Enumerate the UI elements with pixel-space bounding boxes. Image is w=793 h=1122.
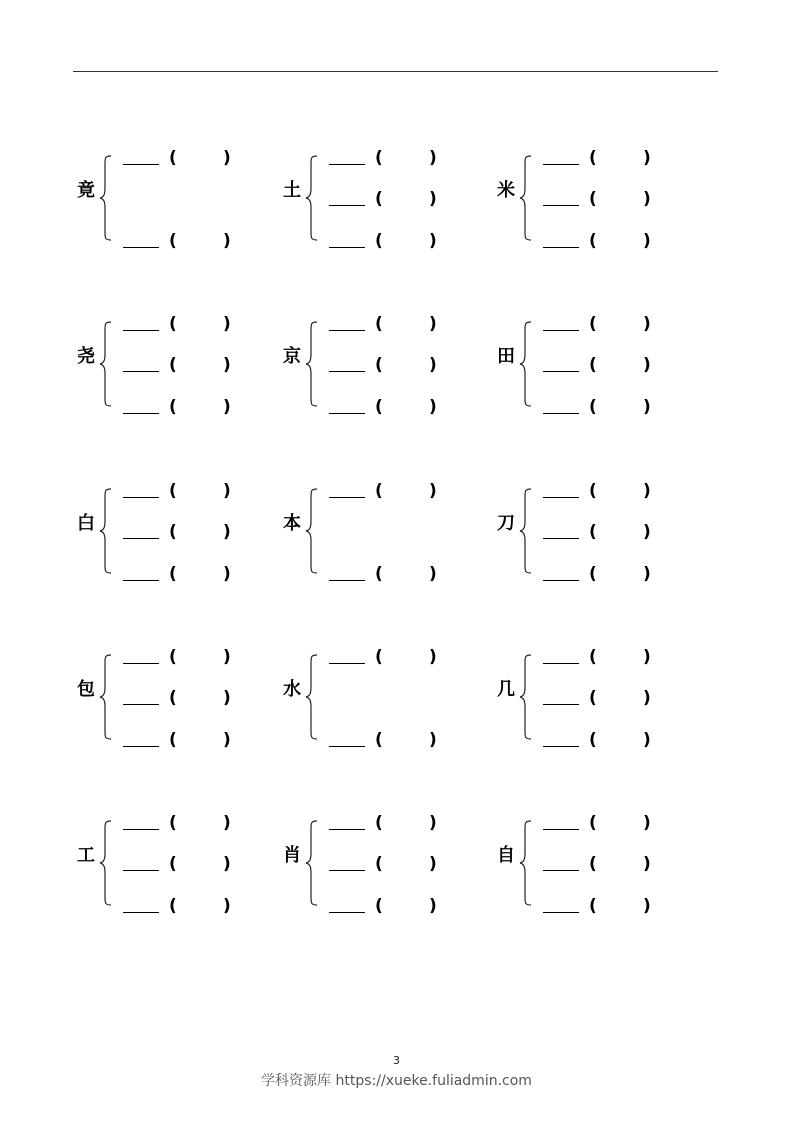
close-paren: ) (429, 896, 437, 916)
open-paren: ( (375, 896, 383, 916)
answer-row (123, 355, 253, 375)
open-paren: ( (169, 854, 177, 874)
answer-row (543, 730, 673, 750)
open-paren: ( (169, 231, 177, 251)
answer-row (123, 647, 253, 667)
answer-row (123, 231, 253, 251)
exercise-character: 田 (497, 346, 515, 367)
open-paren: ( (589, 481, 597, 501)
close-paren: ) (429, 854, 437, 874)
answer-row (543, 231, 673, 251)
exercise-character: 刀 (497, 513, 515, 534)
curly-brace-icon (519, 148, 539, 248)
blank-line[interactable] (329, 413, 365, 414)
open-paren: ( (375, 231, 383, 251)
answer-row (329, 564, 459, 584)
answer-row (543, 896, 673, 916)
close-paren: ) (643, 688, 651, 708)
close-paren: ) (643, 854, 651, 874)
exercise-character: 米 (497, 180, 515, 201)
blank-line[interactable] (123, 663, 159, 664)
blank-line[interactable] (329, 580, 365, 581)
close-paren: ) (643, 355, 651, 375)
curly-brace-icon (519, 647, 539, 747)
close-paren: ) (223, 896, 231, 916)
curly-brace-icon (519, 481, 539, 581)
close-paren: ) (223, 314, 231, 334)
close-paren: ) (429, 397, 437, 417)
blank-line[interactable] (329, 247, 365, 248)
exercise-item (495, 481, 695, 584)
open-paren: ( (375, 730, 383, 750)
close-paren: ) (643, 231, 651, 251)
exercise-character: 土 (283, 180, 301, 201)
close-paren: ) (223, 564, 231, 584)
exercise-character: 尧 (77, 346, 95, 367)
exercise-item (281, 148, 481, 251)
answer-row (123, 314, 253, 334)
close-paren: ) (643, 813, 651, 833)
blank-line[interactable] (123, 912, 159, 913)
close-paren: ) (223, 148, 231, 168)
curly-brace-icon (305, 148, 325, 248)
exercise-character: 肖 (283, 845, 301, 866)
curly-brace-icon (99, 148, 119, 248)
answer-row (123, 813, 253, 833)
blank-line[interactable] (543, 580, 579, 581)
curly-brace-icon (305, 481, 325, 581)
exercise-item (75, 647, 275, 750)
page-number: 3 (393, 1054, 400, 1067)
blank-line[interactable] (543, 704, 579, 705)
blank-line[interactable] (543, 164, 579, 165)
open-paren: ( (589, 854, 597, 874)
open-paren: ( (169, 564, 177, 584)
open-paren: ( (589, 730, 597, 750)
answer-row (123, 148, 253, 168)
answer-row (543, 314, 673, 334)
blank-line[interactable] (329, 371, 365, 372)
open-paren: ( (169, 647, 177, 667)
close-paren: ) (643, 314, 651, 334)
answer-row (329, 854, 459, 874)
blank-line[interactable] (123, 746, 159, 747)
curly-brace-icon (99, 647, 119, 747)
close-paren: ) (429, 231, 437, 251)
open-paren: ( (375, 397, 383, 417)
answer-row (543, 355, 673, 375)
open-paren: ( (375, 564, 383, 584)
exercise-character: 白 (77, 513, 95, 534)
answer-row (123, 854, 253, 874)
curly-brace-icon (305, 647, 325, 747)
close-paren: ) (643, 522, 651, 542)
open-paren: ( (589, 564, 597, 584)
blank-line[interactable] (329, 829, 365, 830)
exercise-item (495, 813, 695, 916)
open-paren: ( (375, 813, 383, 833)
blank-line[interactable] (329, 663, 365, 664)
blank-line[interactable] (329, 164, 365, 165)
close-paren: ) (429, 355, 437, 375)
curly-brace-icon (99, 813, 119, 913)
open-paren: ( (589, 522, 597, 542)
blank-line[interactable] (123, 538, 159, 539)
open-paren: ( (169, 148, 177, 168)
close-paren: ) (223, 854, 231, 874)
close-paren: ) (223, 397, 231, 417)
curly-brace-icon (99, 314, 119, 414)
answer-row (543, 688, 673, 708)
close-paren: ) (429, 564, 437, 584)
answer-row (543, 522, 673, 542)
open-paren: ( (169, 522, 177, 542)
open-paren: ( (375, 647, 383, 667)
open-paren: ( (375, 355, 383, 375)
blank-line[interactable] (123, 580, 159, 581)
open-paren: ( (589, 231, 597, 251)
answer-row (123, 397, 253, 417)
answer-row (329, 148, 459, 168)
answer-row (123, 730, 253, 750)
open-paren: ( (375, 314, 383, 334)
answer-row (123, 564, 253, 584)
blank-line[interactable] (543, 371, 579, 372)
open-paren: ( (589, 896, 597, 916)
open-paren: ( (169, 314, 177, 334)
close-paren: ) (643, 397, 651, 417)
open-paren: ( (169, 688, 177, 708)
blank-line[interactable] (329, 497, 365, 498)
close-paren: ) (643, 564, 651, 584)
close-paren: ) (223, 647, 231, 667)
open-paren: ( (589, 314, 597, 334)
open-paren: ( (169, 730, 177, 750)
open-paren: ( (589, 813, 597, 833)
exercise-item (75, 314, 275, 417)
exercise-item (281, 813, 481, 916)
blank-line[interactable] (123, 330, 159, 331)
curly-brace-icon (519, 314, 539, 414)
blank-line[interactable] (123, 413, 159, 414)
blank-line[interactable] (543, 829, 579, 830)
answer-row (543, 397, 673, 417)
answer-row (329, 896, 459, 916)
answer-row (543, 148, 673, 168)
exercise-item (495, 148, 695, 251)
blank-line[interactable] (543, 205, 579, 206)
answer-row (543, 189, 673, 209)
answer-row (329, 481, 459, 501)
open-paren: ( (589, 355, 597, 375)
open-paren: ( (169, 813, 177, 833)
open-paren: ( (589, 397, 597, 417)
exercise-character: 几 (497, 679, 515, 700)
blank-line[interactable] (543, 497, 579, 498)
exercise-item (75, 481, 275, 584)
exercise-character: 自 (497, 845, 515, 866)
blank-line[interactable] (329, 205, 365, 206)
answer-row (329, 314, 459, 334)
blank-line[interactable] (543, 746, 579, 747)
curly-brace-icon (305, 813, 325, 913)
close-paren: ) (429, 647, 437, 667)
exercise-item (75, 148, 275, 251)
exercise-item (281, 481, 481, 584)
blank-line[interactable] (329, 870, 365, 871)
blank-line[interactable] (123, 704, 159, 705)
exercise-character: 工 (77, 845, 95, 866)
close-paren: ) (429, 314, 437, 334)
blank-line[interactable] (329, 912, 365, 913)
answer-row (329, 647, 459, 667)
answer-row (329, 231, 459, 251)
close-paren: ) (643, 896, 651, 916)
close-paren: ) (429, 148, 437, 168)
source-watermark: 学科资源库 https://xueke.fuliadmin.com (261, 1073, 532, 1089)
curly-brace-icon (99, 481, 119, 581)
open-paren: ( (589, 189, 597, 209)
answer-row (543, 564, 673, 584)
answer-row (543, 813, 673, 833)
blank-line[interactable] (329, 330, 365, 331)
answer-row (329, 813, 459, 833)
open-paren: ( (375, 148, 383, 168)
exercise-character: 京 (283, 346, 301, 367)
blank-line[interactable] (543, 413, 579, 414)
blank-line[interactable] (543, 247, 579, 248)
open-paren: ( (169, 397, 177, 417)
open-paren: ( (589, 647, 597, 667)
answer-row (329, 355, 459, 375)
close-paren: ) (223, 730, 231, 750)
answer-row (329, 730, 459, 750)
close-paren: ) (643, 730, 651, 750)
close-paren: ) (643, 148, 651, 168)
open-paren: ( (169, 481, 177, 501)
close-paren: ) (429, 481, 437, 501)
close-paren: ) (223, 355, 231, 375)
blank-line[interactable] (123, 164, 159, 165)
exercise-item (281, 314, 481, 417)
blank-line[interactable] (123, 829, 159, 830)
exercise-character: 包 (77, 679, 95, 700)
exercise-character: 本 (283, 513, 301, 534)
close-paren: ) (223, 481, 231, 501)
open-paren: ( (375, 189, 383, 209)
blank-line[interactable] (543, 912, 579, 913)
open-paren: ( (375, 854, 383, 874)
blank-line[interactable] (543, 870, 579, 871)
blank-line[interactable] (123, 247, 159, 248)
exercise-character: 水 (283, 679, 301, 700)
answer-row (543, 647, 673, 667)
curly-brace-icon (519, 813, 539, 913)
answer-row (123, 688, 253, 708)
exercise-item (75, 813, 275, 916)
answer-row (123, 522, 253, 542)
open-paren: ( (589, 148, 597, 168)
close-paren: ) (223, 688, 231, 708)
exercise-item (495, 647, 695, 750)
open-paren: ( (375, 481, 383, 501)
answer-row (123, 896, 253, 916)
answer-row (123, 481, 253, 501)
close-paren: ) (429, 730, 437, 750)
exercise-character: 竟 (77, 180, 95, 201)
close-paren: ) (223, 231, 231, 251)
exercise-item (281, 647, 481, 750)
blank-line[interactable] (123, 870, 159, 871)
close-paren: ) (643, 647, 651, 667)
answer-row (543, 854, 673, 874)
exercise-item (495, 314, 695, 417)
close-paren: ) (223, 522, 231, 542)
answer-row (329, 189, 459, 209)
blank-line[interactable] (543, 663, 579, 664)
open-paren: ( (169, 896, 177, 916)
blank-line[interactable] (123, 497, 159, 498)
blank-line[interactable] (329, 746, 365, 747)
blank-line[interactable] (543, 538, 579, 539)
open-paren: ( (169, 355, 177, 375)
blank-line[interactable] (123, 371, 159, 372)
close-paren: ) (643, 481, 651, 501)
close-paren: ) (429, 813, 437, 833)
close-paren: ) (643, 189, 651, 209)
answer-row (329, 397, 459, 417)
close-paren: ) (429, 189, 437, 209)
curly-brace-icon (305, 314, 325, 414)
open-paren: ( (589, 688, 597, 708)
close-paren: ) (223, 813, 231, 833)
blank-line[interactable] (543, 330, 579, 331)
answer-row (543, 481, 673, 501)
